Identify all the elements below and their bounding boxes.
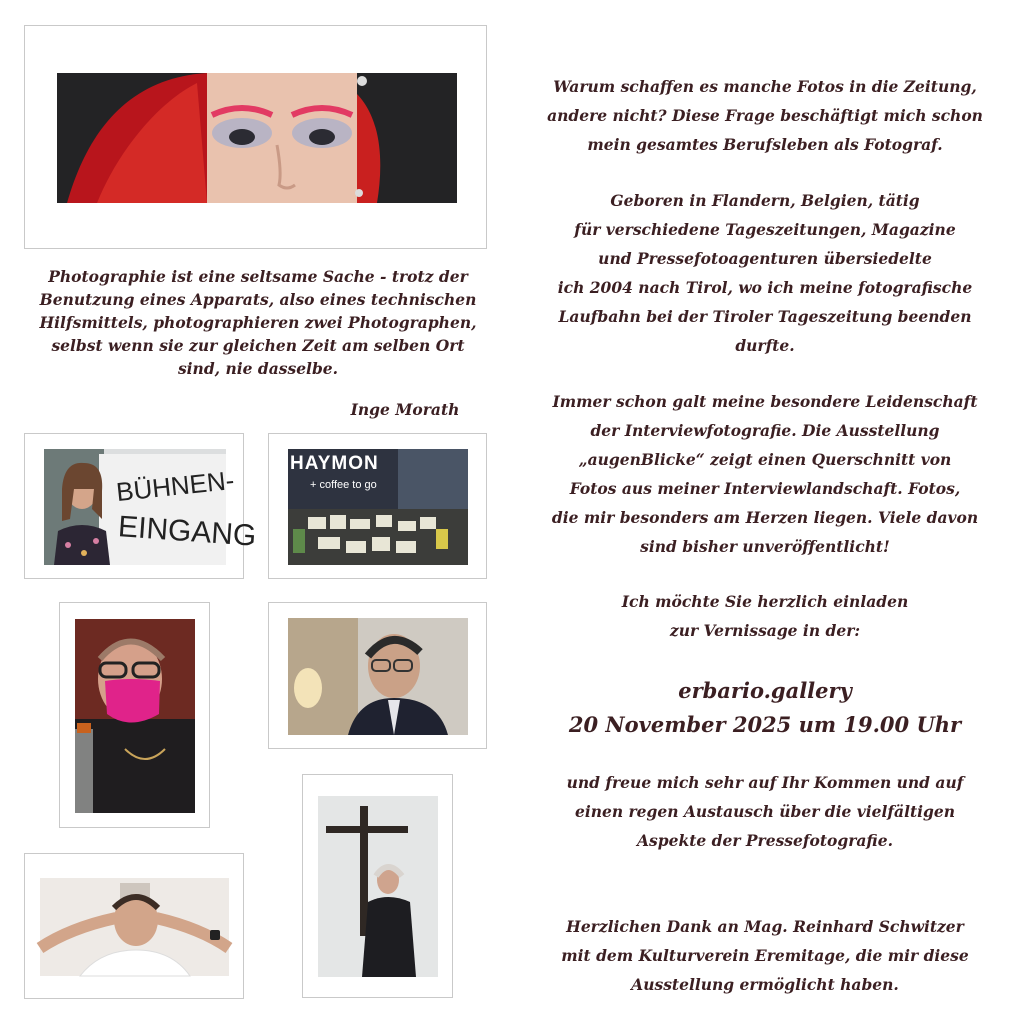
photo-woman-sign bbox=[44, 449, 258, 565]
invitation-text: Ich möchte Sie herzlich einladen zur Vernissage in der: bbox=[621, 592, 909, 640]
photo-man-fingers-eyes bbox=[40, 878, 229, 976]
photo-frame-fingers bbox=[24, 853, 244, 999]
photo-frame-statesman bbox=[268, 602, 487, 749]
intro-paragraph-3: Immer schon galt meine besondere Leidenschaft der Interviewfotografie. Die Ausstellung „augenBlicke“ zeigt einen Querschnitt von Fotos aus meiner Interviewlandschaft. Fotos, die mir besonders am Herzen liegen. Viele davon sind bisher unveröffentlicht! bbox=[551, 392, 979, 556]
photo-frame-haymon bbox=[268, 433, 487, 579]
banner-photo-eyes bbox=[57, 73, 457, 203]
quote-text: Photographie ist eine seltsame Sache - trotz der Benutzung eines Apparats, also eines technischen Hilfsmittels, photographieren zwei Photographen, selbst wenn sie zur gleichen Zeit am selben Ort sind, nie dasselbe. bbox=[39, 267, 477, 378]
sign-line-2: EINGANG bbox=[117, 510, 258, 553]
closing-text: und freue mich sehr auf Ihr Kommen und auf einen regen Austausch über die vielfältigen Aspekte der Pressefotografie. bbox=[566, 773, 964, 850]
sign-line-1: BÜHNEN- bbox=[114, 464, 236, 508]
photo-frame-cross bbox=[302, 774, 453, 998]
intro-paragraph-1: Warum schaffen es manche Fotos in die Zeitung, andere nicht? Diese Frage beschäftigt mich schon mein gesamtes Berufsleben als Fotograf. bbox=[547, 77, 983, 154]
store-name: HAYMON bbox=[290, 453, 379, 474]
photo-frame-mask bbox=[59, 602, 210, 828]
event-datetime: 20 November 2025 um 19.00 Uhr bbox=[568, 712, 962, 737]
man-pink-mask-image bbox=[75, 619, 195, 813]
quote-author: Inge Morath bbox=[350, 400, 460, 419]
thanks-text: Herzlichen Dank an Mag. Reinhard Schwitzer mit dem Kulturverein Eremitage, die mir diese Ausstellung ermöglicht haben. bbox=[561, 917, 969, 994]
photo-man-cross bbox=[318, 796, 438, 977]
man-fingers-image bbox=[40, 878, 229, 976]
store-subtitle: + coffee to go bbox=[310, 479, 377, 491]
drag-queen-eyes-image bbox=[57, 73, 457, 203]
event-venue: erbario.gallery bbox=[678, 678, 852, 703]
photo-frame-buehneneingang bbox=[24, 433, 258, 579]
banner-frame bbox=[24, 25, 487, 249]
man-cross-image bbox=[318, 796, 438, 977]
intro-paragraph-2: Geboren in Flandern, Belgien, tätig für verschiedene Tageszeitungen, Magazine und Pressefotoagenturen übersiedelte ich 2004 nach Tirol, wo ich meine fotografische Laufbahn bei der Tiroler Tageszeitung beenden durfte. bbox=[557, 191, 973, 355]
photo-man-glasses-speaking bbox=[288, 618, 468, 735]
statesman-image bbox=[288, 618, 468, 735]
photo-man-pink-mask bbox=[75, 619, 195, 813]
photo-bookstore bbox=[288, 449, 468, 565]
